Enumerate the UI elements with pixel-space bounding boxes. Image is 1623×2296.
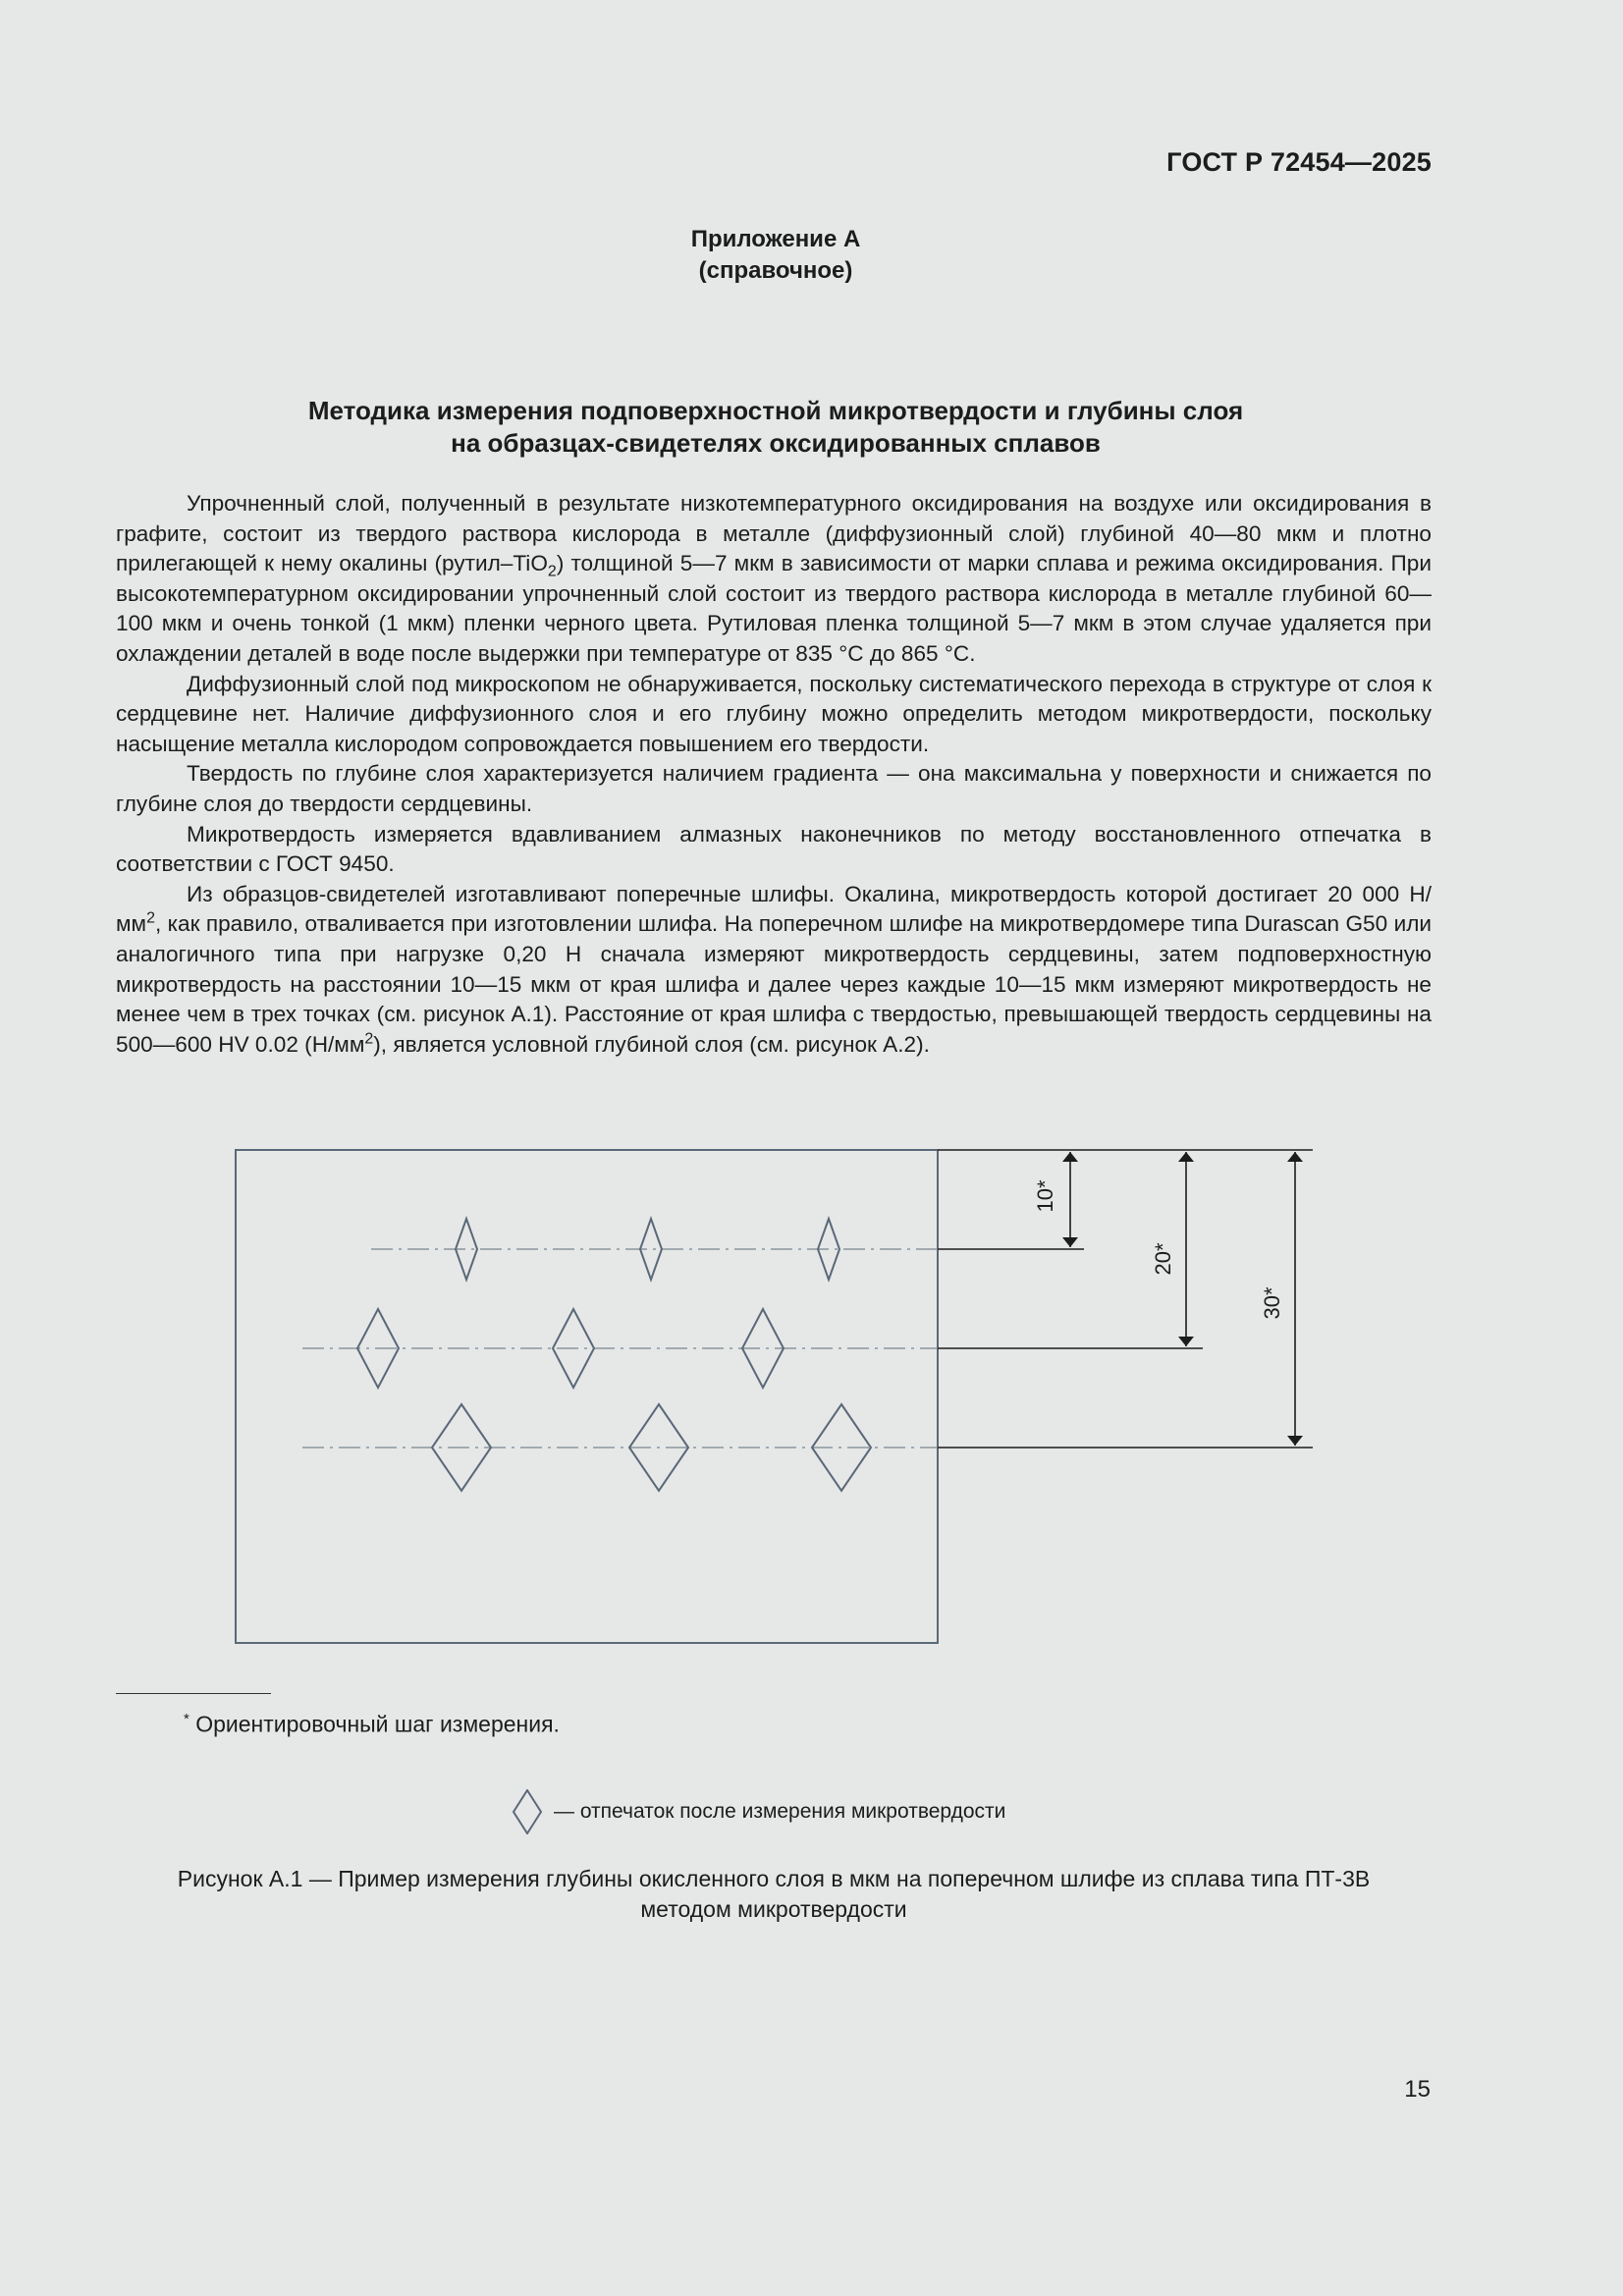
annex-type: (справочное) bbox=[698, 257, 853, 284]
specimen-section bbox=[236, 1150, 938, 1643]
footnote-mark: * bbox=[184, 1711, 189, 1727]
footnote bbox=[184, 1711, 560, 1738]
paragraph-1-part-b: ) толщиной 5—7 мкм в зависимости от марки сплава и режима оксидирования. При высокотемпературном оксидировании упрочненный слой состоит из твердого раствора кислорода в металле глубиной 60—100 мкм и очень тонкой (1 мкм) пленки черного цвета. Рутиловая пленка толщиной 5—7 мкм в этом случае удаляется при охлаждении деталей в воде после выдержки при температуре от 835 °С до 865 °С. bbox=[116, 551, 1432, 666]
paragraph-5-part-c: ), является условной глубиной слоя (см. рисунок А.2). bbox=[373, 1031, 930, 1057]
section-title-line-1: Методика измерения подповерхностной микротвердости и глубины слоя bbox=[307, 396, 1244, 425]
paragraph-2: Диффузионный слой под микроскопом не обнаруживается, поскольку систематического перехода в структуре от слоя к сердцевине нет. Наличие диффузионного слоя и его глубину можно определить методом микротвердости, поскольку насыщение металла кислородом сопровождается повышением его твердости. bbox=[116, 671, 1432, 756]
document-code: ГОСТ Р 72454—2025 bbox=[1166, 147, 1432, 177]
paragraph-1-part-a: Упрочненный слой, полученный в результате низкотемпературного оксидирования на воздухе или оксидирования в графите, состоит из твердого раствора кислорода в металле (диффузионный слой) глубиной 40—80 мкм и плотно прилегающей к нему окалины (рутил–TiO bbox=[116, 491, 1432, 576]
page-number: 15 bbox=[1404, 2076, 1431, 2103]
paragraph-5-part-a: Из образцов-свидетелей изготавливают поперечные шлифы. Окалина, микротвердость которой достигает 20 000 Н/мм bbox=[116, 881, 1432, 937]
footnote-rule bbox=[116, 1693, 271, 1694]
subscript: 2 bbox=[547, 563, 557, 580]
section-title-line-2: на образцах-свидетелях оксидированных сплавов bbox=[451, 428, 1101, 458]
figure-caption bbox=[116, 1864, 1432, 1925]
dimension-label-20: 20* bbox=[1151, 1242, 1175, 1276]
paragraph-3: Твердость по глубине слоя характеризуется наличием градиента — она максимальна у поверхности и снижается по глубине слоя до твердости сердцевины. bbox=[116, 761, 1432, 816]
superscript: 2 bbox=[364, 1030, 374, 1048]
figure-caption-line-1: Рисунок А.1 — Пример измерения глубины окисленного слоя в мкм на поперечном шлифе из сплава типа ПТ-3В bbox=[177, 1866, 1371, 1891]
legend-text: — отпечаток после измерения микротвердости bbox=[554, 1800, 1006, 1823]
annex-label: Приложение А bbox=[690, 226, 861, 252]
dimension-label-30: 30* bbox=[1260, 1286, 1284, 1320]
footnote-text: Ориентировочный шаг измерения. bbox=[195, 1711, 560, 1737]
dimension-label-10: 10* bbox=[1033, 1179, 1057, 1213]
paragraph-4: Микротвердость измеряется вдавливанием алмазных наконечников по методу восстановленного отпечатка в соответствии с ГОСТ 9450. bbox=[116, 821, 1432, 877]
superscript: 2 bbox=[146, 909, 155, 927]
figure-caption-line-2: методом микротвердости bbox=[640, 1896, 907, 1922]
figure-legend bbox=[511, 1789, 1005, 1834]
paragraph-5-part-b: , как правило, отваливается при изготовлении шлифа. На поперечном шлифе на микротвердомере типа Durascan G50 или аналогичного типа при нагрузке 0,20 Н сначала измеряют микротвердость сердцевины, затем подповерхностную микротвердость на расстоянии 10—15 мкм от края шлифа и далее через каждые 10—15 мкм измеряют микротвердость не менее чем в трех точках (см. рисунок А.1). Расстояние от края шлифа с твердостью, превышающей твердость сердцевины на 500—600 HV 0.02 (Н/мм bbox=[116, 911, 1432, 1057]
indentation-legend-icon bbox=[511, 1789, 544, 1834]
